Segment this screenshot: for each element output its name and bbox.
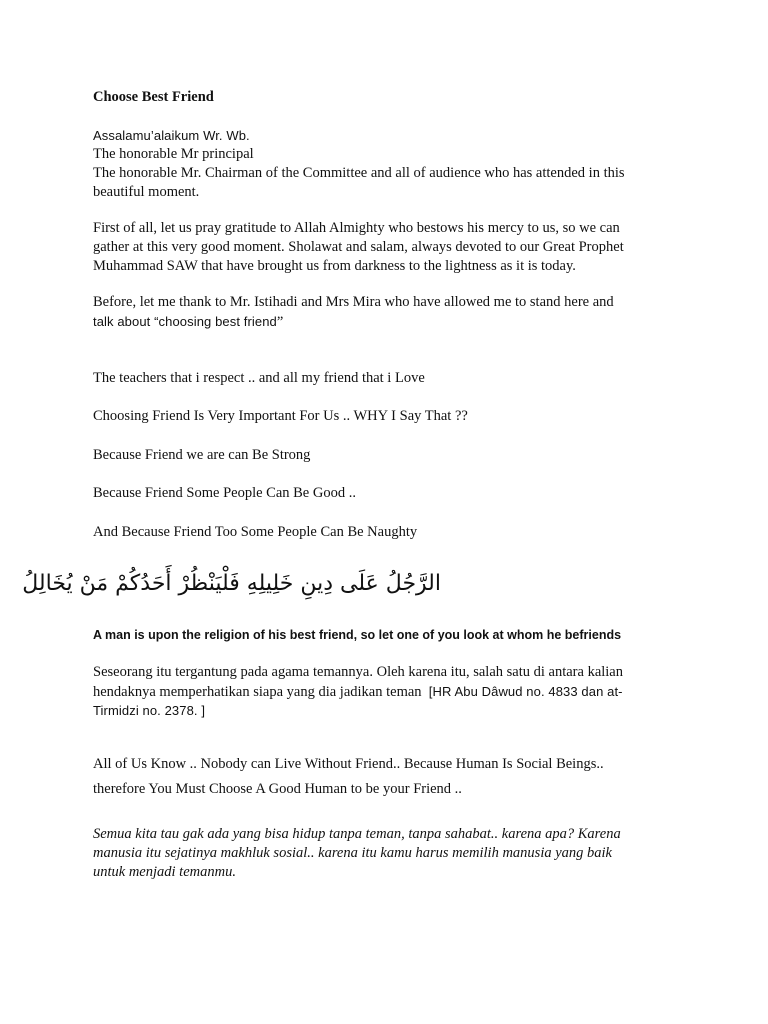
para1-line1: First of all, let us pray gratitude to Allah Almighty who bestows his mercy to us, so we can: [93, 220, 620, 236]
italic-line3: untuk menjadi temanmu.: [93, 864, 236, 880]
good-line: Because Friend Some People Can Be Good ..: [93, 485, 356, 501]
para2-choosing-best-friend: choosing best friend: [158, 314, 277, 329]
opening-block: [93, 126, 673, 202]
indo-line2-row: [93, 682, 673, 701]
greeting: Assalamu’alaikum Wr. Wb.: [93, 128, 250, 143]
teachers-line: The teachers that i respect .. and all my friend that i Love: [93, 370, 425, 386]
italic-paragraph: [93, 825, 673, 882]
italic-line1: Semua kita tau gak ada yang bisa hidup tanpa teman, tanpa sahabat.. karena apa? Karena: [93, 826, 621, 842]
para2-line2: [93, 312, 673, 331]
para1-line3: Muhammad SAW that have brought us from darkness to the lightness as it is today.: [93, 258, 576, 274]
paragraph-thanks: [93, 293, 673, 331]
therefore-line: therefore You Must Choose A Good Human to be your Friend ..: [93, 781, 462, 797]
all-know-line: All of Us Know .. Nobody can Live Without Friend.. Because Human Is Social Beings..: [93, 756, 604, 772]
honorable-principal: The honorable Mr principal: [93, 146, 254, 162]
citation-line1: [HR Abu Dâwud no. 4833 dan at-: [428, 684, 623, 699]
indonesian-paragraph: [93, 663, 673, 720]
naughty-line: And Because Friend Too Some People Can Be Naughty: [93, 524, 418, 540]
para2-close-quote: ”: [276, 314, 284, 330]
para2-line1: Before, let me thank to Mr. Istihadi and Mrs Mira who have allowed me to stand here and: [93, 294, 614, 310]
honorable-chairman-line2: beautiful moment.: [93, 184, 200, 200]
italic-line2: manusia itu sejatinya makhluk sosial.. karena itu kamu harus memilih manusia yang baik: [93, 845, 612, 861]
indo-line1: Seseorang itu tergantung pada agama temannya. Oleh karena itu, salah satu di antara kalian: [93, 664, 623, 680]
para2-talk-about: talk about “: [93, 314, 159, 329]
paragraph-prayer: [93, 219, 673, 276]
arabic-hadith: الرَّجُلُ عَلَى دِينِ خَلِيلِهِ فَلْيَنْظُرْ أَحَدُكُمْ مَنْ يُخَالِلُ: [22, 571, 441, 596]
strong-line: Because Friend we are can Be Strong: [93, 447, 311, 463]
document-title: Choose Best Friend: [93, 89, 214, 105]
indo-line2: hendaknya memperhatikan siapa yang dia jadikan teman: [93, 684, 422, 700]
para1-line2: gather at this very good moment. Sholawat and salam, always devoted to our Great Prophet: [93, 239, 624, 255]
citation-line2: Tirmidzi no. 2378. ]: [93, 703, 206, 718]
choosing-line: Choosing Friend Is Very Important For Us .. WHY I Say That ??: [93, 408, 468, 424]
honorable-chairman-line1: The honorable Mr. Chairman of the Committee and all of audience who has attended in this: [93, 165, 625, 181]
hadith-translation: A man is upon the religion of his best friend, so let one of you look at whom he befriends: [93, 628, 622, 642]
